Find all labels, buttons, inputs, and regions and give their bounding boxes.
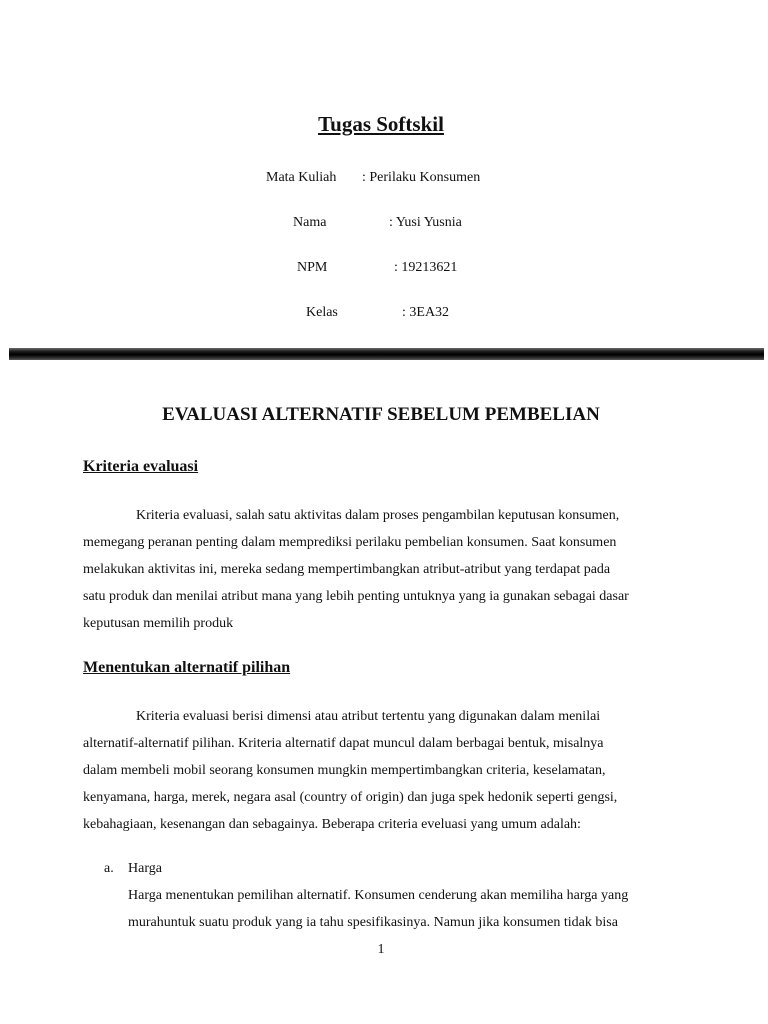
paragraph-line: Kriteria evaluasi, salah satu aktivitas dalam proses pengambilan keputusan konsumen,: [136, 508, 620, 523]
paragraph-line: dalam membeli mobil seorang konsumen mungkin mempertimbangkan criteria, keselamatan,: [83, 763, 606, 778]
document-title: Tugas Softskil: [318, 112, 444, 136]
paragraph-line: keputusan memilih produk: [83, 616, 234, 631]
paragraph-line: Kriteria evaluasi berisi dimensi atau atribut tertentu yang digunakan dalam menilai: [136, 709, 601, 724]
info-label-class: Kelas: [306, 305, 338, 320]
info-value-npm: : 19213621: [394, 260, 458, 275]
info-label-name: Nama: [293, 215, 327, 230]
info-value-name: : Yusi Yusnia: [389, 215, 462, 230]
paragraph-line: murahuntuk suatu produk yang ia tahu spesifikasinya. Namun jika konsumen tidak bisa: [128, 915, 618, 930]
paragraph-line: kebahagiaan, kesenangan dan sebagainya. Beberapa criteria eveluasi yang umum adalah:: [83, 817, 581, 832]
section-title-alternatif: Menentukan alternatif pilihan: [83, 659, 291, 676]
info-value-course: : Perilaku Konsumen: [362, 170, 481, 185]
paragraph-line: kenyamana, harga, merek, negara asal (country of origin) dan juga spek hedonik seperti gengsi,: [83, 790, 618, 805]
paragraph-line: satu produk dan menilai atribut mana yang lebih penting untuknya yang ia gunakan sebagai dasar: [83, 589, 629, 604]
info-label-course: Mata Kuliah: [266, 170, 337, 185]
section-divider: [9, 348, 764, 360]
paragraph-line: melakukan aktivitas ini, mereka sedang mempertimbangkan atribut-atribut yang terdapat pada: [83, 562, 611, 577]
info-label-npm: NPM: [297, 260, 328, 275]
info-value-class: : 3EA32: [402, 305, 450, 320]
paragraph-line: memegang peranan penting dalam memprediksi perilaku pembelian konsumen. Saat konsumen: [83, 535, 617, 550]
paragraph-line: Harga menentukan pemilihan alternatif. Konsumen cenderung akan memiliha harga yang: [128, 888, 629, 903]
list-marker: a.: [104, 861, 114, 876]
section-title-kriteria: Kriteria evaluasi: [83, 458, 199, 475]
article-heading: EVALUASI ALTERNATIF SEBELUM PEMBELIAN: [162, 404, 600, 425]
list-item-title: Harga: [128, 861, 162, 876]
page-number: 1: [377, 942, 385, 957]
paragraph-line: alternatif-alternatif pilihan. Kriteria alternatif dapat muncul dalam berbagai bentuk, misalnya: [83, 736, 604, 751]
